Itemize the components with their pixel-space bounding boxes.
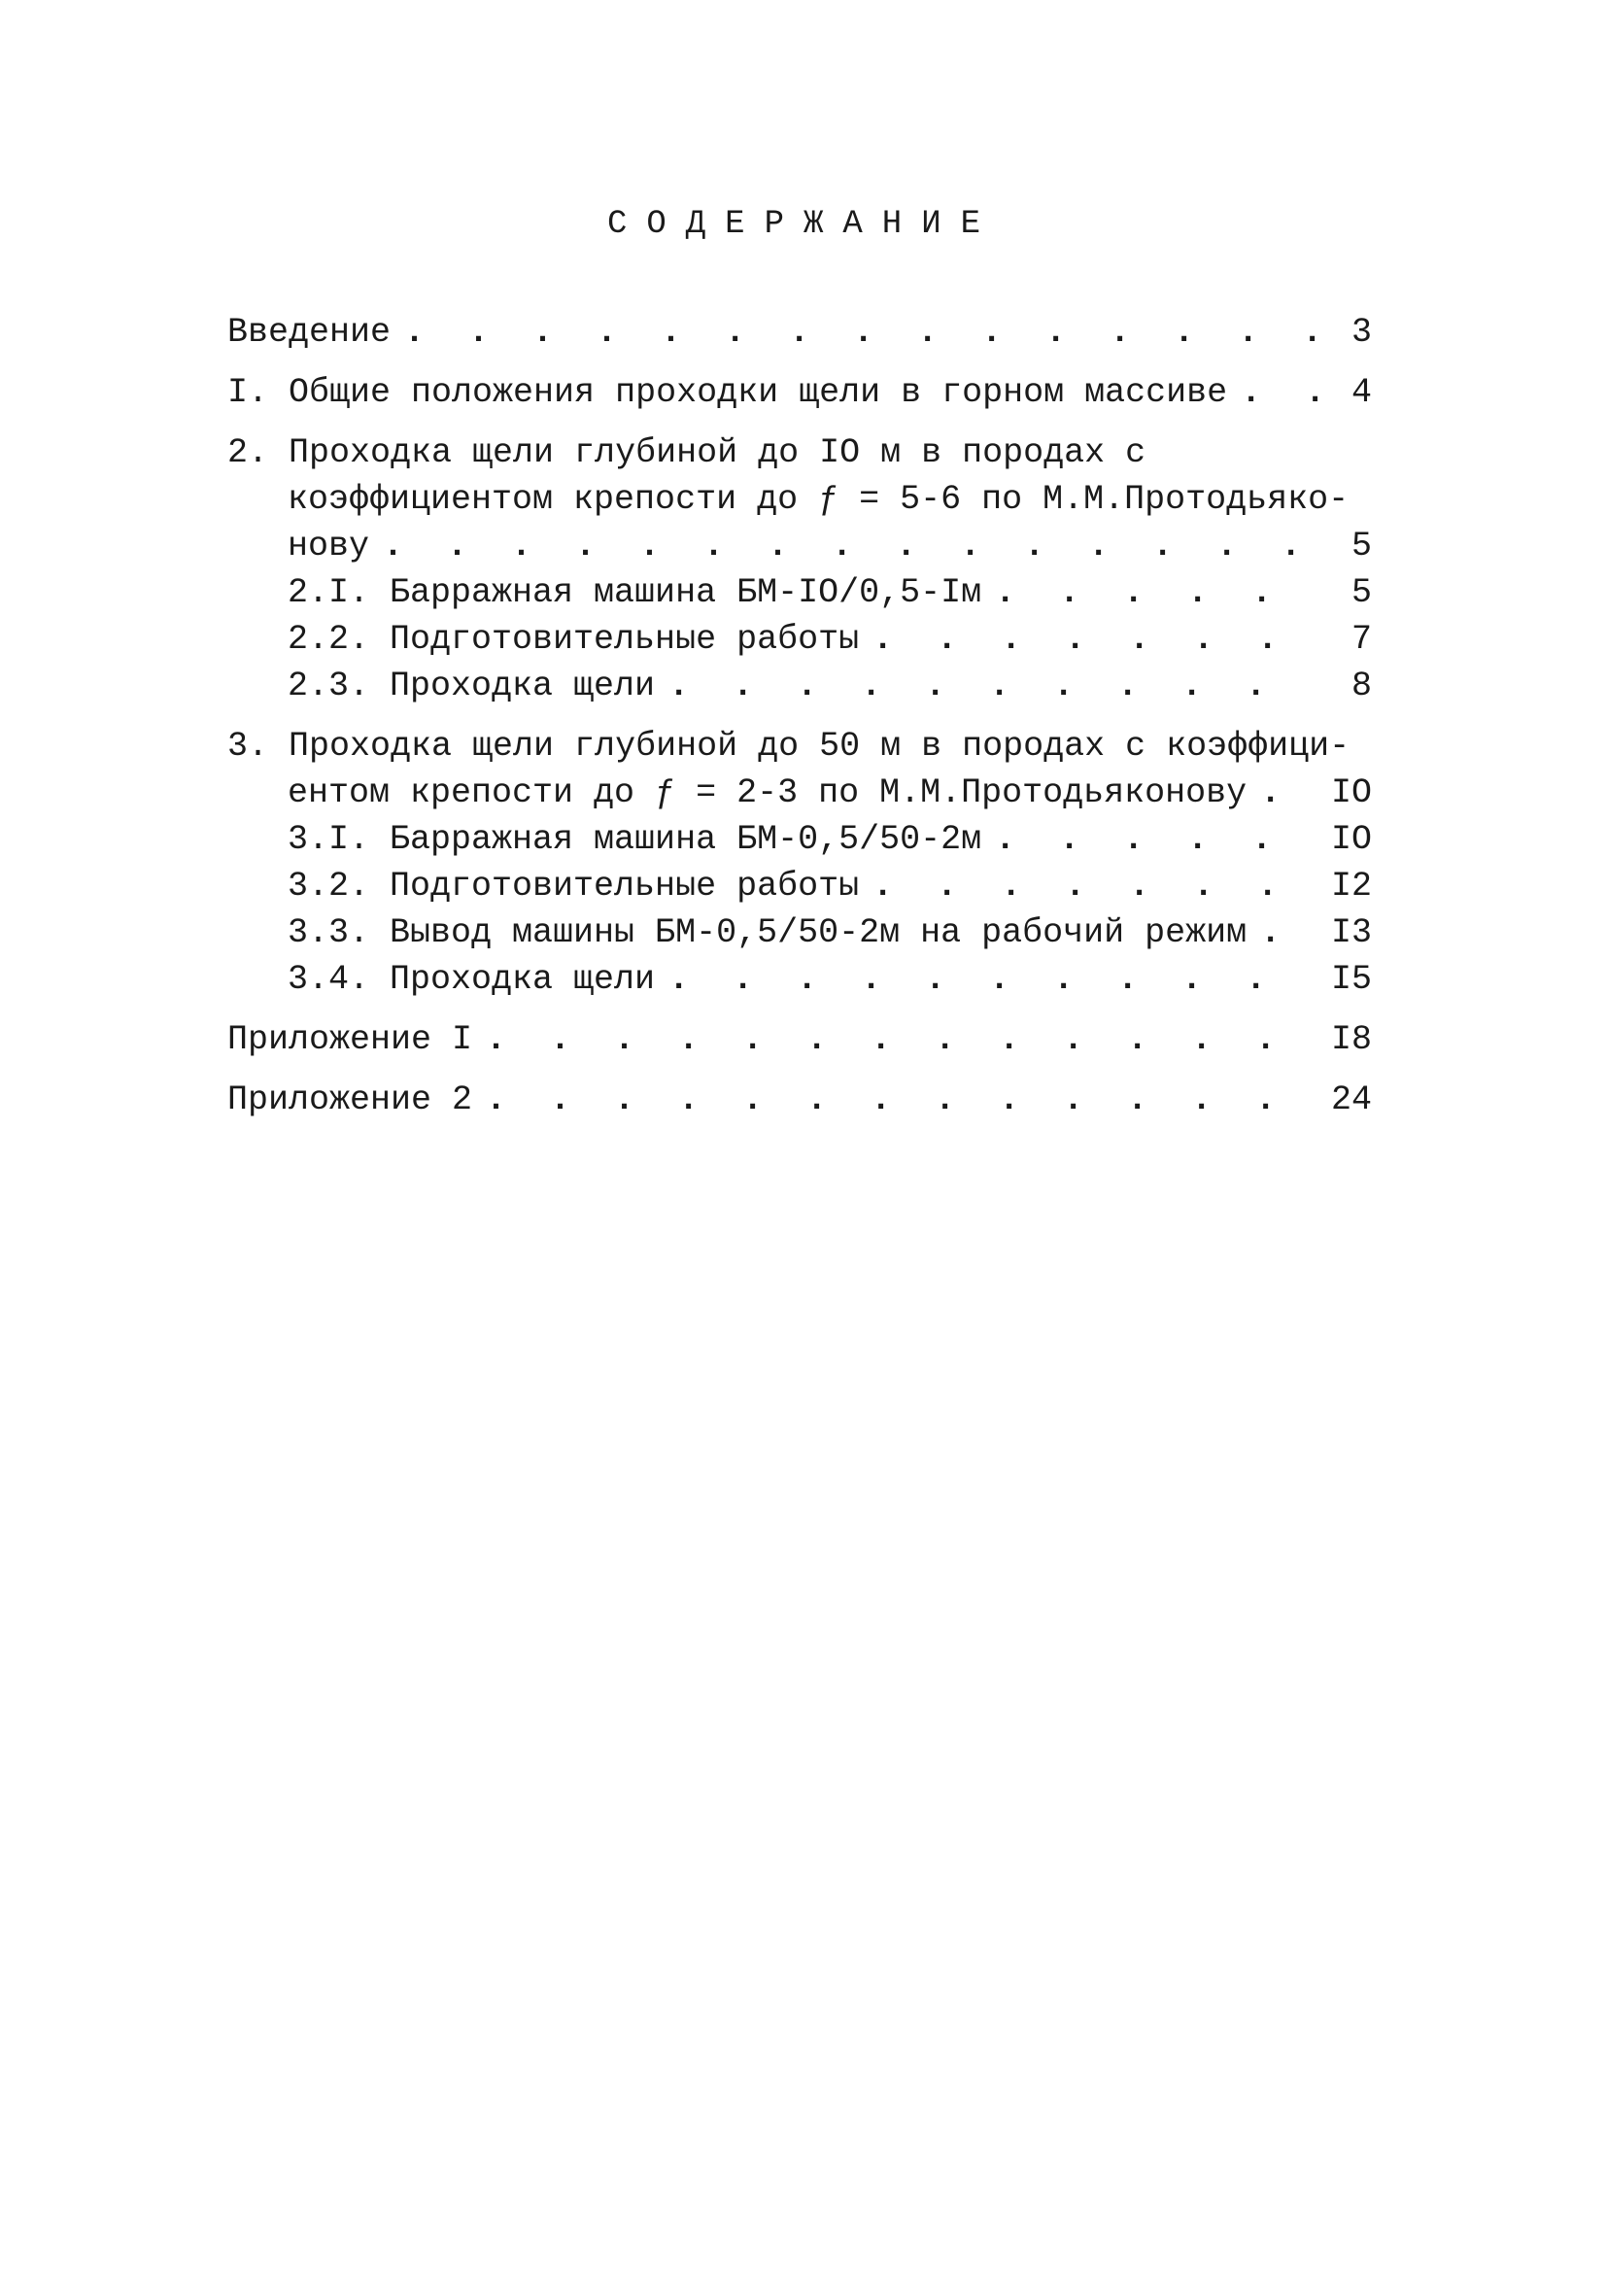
toc-entry-page: 5 <box>1351 573 1372 612</box>
toc-entry-label: 2.I. Барражная машина БМ-IO/0,5-Iм <box>288 573 982 612</box>
toc-entry-page: 3 <box>1351 313 1372 352</box>
toc-entry-page: I3 <box>1330 913 1372 952</box>
toc-entry-appendix-1 <box>227 1016 1372 1063</box>
toc-entry-label: 3.3. Вывод машины БМ-0,5/50-2м на рабочий режим <box>288 913 1248 952</box>
toc-entry-label: 2.3. Проходка щели <box>288 667 656 705</box>
toc-entry-page: IO <box>1330 820 1372 859</box>
toc-entry-page: I5 <box>1330 960 1372 999</box>
table-of-contents <box>227 309 1372 1123</box>
dot-leader <box>655 956 1317 1003</box>
dot-leader <box>1247 770 1317 816</box>
toc-entry-section-1 <box>227 369 1372 416</box>
dot-leader <box>1247 909 1317 956</box>
toc-entry-label: I. Общие положения проходки щели в горном массиве <box>227 373 1228 412</box>
toc-entry-section-3-4 <box>227 956 1372 1003</box>
dot-leader <box>391 309 1317 356</box>
toc-entry-label: Приложение I <box>227 1020 473 1059</box>
toc-entry-label: Приложение 2 <box>227 1080 473 1119</box>
dot-leader <box>472 1077 1317 1123</box>
toc-entry-page: 4 <box>1351 373 1372 412</box>
dot-leader <box>472 1016 1317 1063</box>
toc-entry-label: 3.2. Подготовительные работы <box>288 867 860 906</box>
toc-entry-section-3-3 <box>227 909 1372 956</box>
dot-leader <box>981 569 1317 616</box>
dot-leader <box>369 523 1317 569</box>
dot-leader <box>859 616 1317 663</box>
toc-entry-intro <box>227 309 1372 356</box>
toc-entry-page: 7 <box>1351 620 1372 659</box>
toc-entry-section-2-line-2: коэффициентом крепости до ƒ = 5-6 по М.М.Протодьяко- <box>288 480 1350 519</box>
toc-entry-label: ентом крепости до ƒ = 2-3 по М.М.Протодьяконову <box>288 773 1248 812</box>
toc-entry-section-2-3 <box>227 663 1372 709</box>
toc-entry-label: нову <box>288 527 370 565</box>
toc-entry-label: 3.4. Проходка щели <box>288 960 656 999</box>
dot-leader <box>655 663 1317 709</box>
toc-entry-section-2-2 <box>227 616 1372 663</box>
toc-entry-page: 24 <box>1330 1080 1372 1119</box>
page-title: СОДЕРЖАНИЕ <box>606 206 1001 243</box>
dot-leader <box>981 816 1317 863</box>
toc-entry-section-3-1 <box>227 816 1372 863</box>
toc-entry-section-2-line-1: 2. Проходка щели глубиной до IO м в породах с <box>227 433 1146 472</box>
toc-entry-page: I8 <box>1330 1020 1372 1059</box>
toc-entry-page: I2 <box>1330 867 1372 906</box>
toc-entry-section-2 <box>227 523 1372 569</box>
toc-entry-appendix-2 <box>227 1077 1372 1123</box>
toc-entry-label: 2.2. Подготовительные работы <box>288 620 860 659</box>
toc-entry-page: 8 <box>1351 667 1372 705</box>
dot-leader <box>859 863 1317 909</box>
toc-entry-section-3-line-1: 3. Проходка щели глубиной до 50 м в породах с коэффици- <box>227 727 1351 766</box>
dot-leader <box>1227 369 1317 416</box>
toc-entry-label: Введение <box>227 313 392 352</box>
toc-entry-section-2-1 <box>227 569 1372 616</box>
toc-entry-page: IO <box>1330 773 1372 812</box>
toc-entry-label: 3.I. Барражная машина БМ-0,5/50-2м <box>288 820 982 859</box>
toc-entry-page: 5 <box>1351 527 1372 565</box>
toc-entry-section-3-2 <box>227 863 1372 909</box>
toc-entry-section-3 <box>227 770 1372 816</box>
